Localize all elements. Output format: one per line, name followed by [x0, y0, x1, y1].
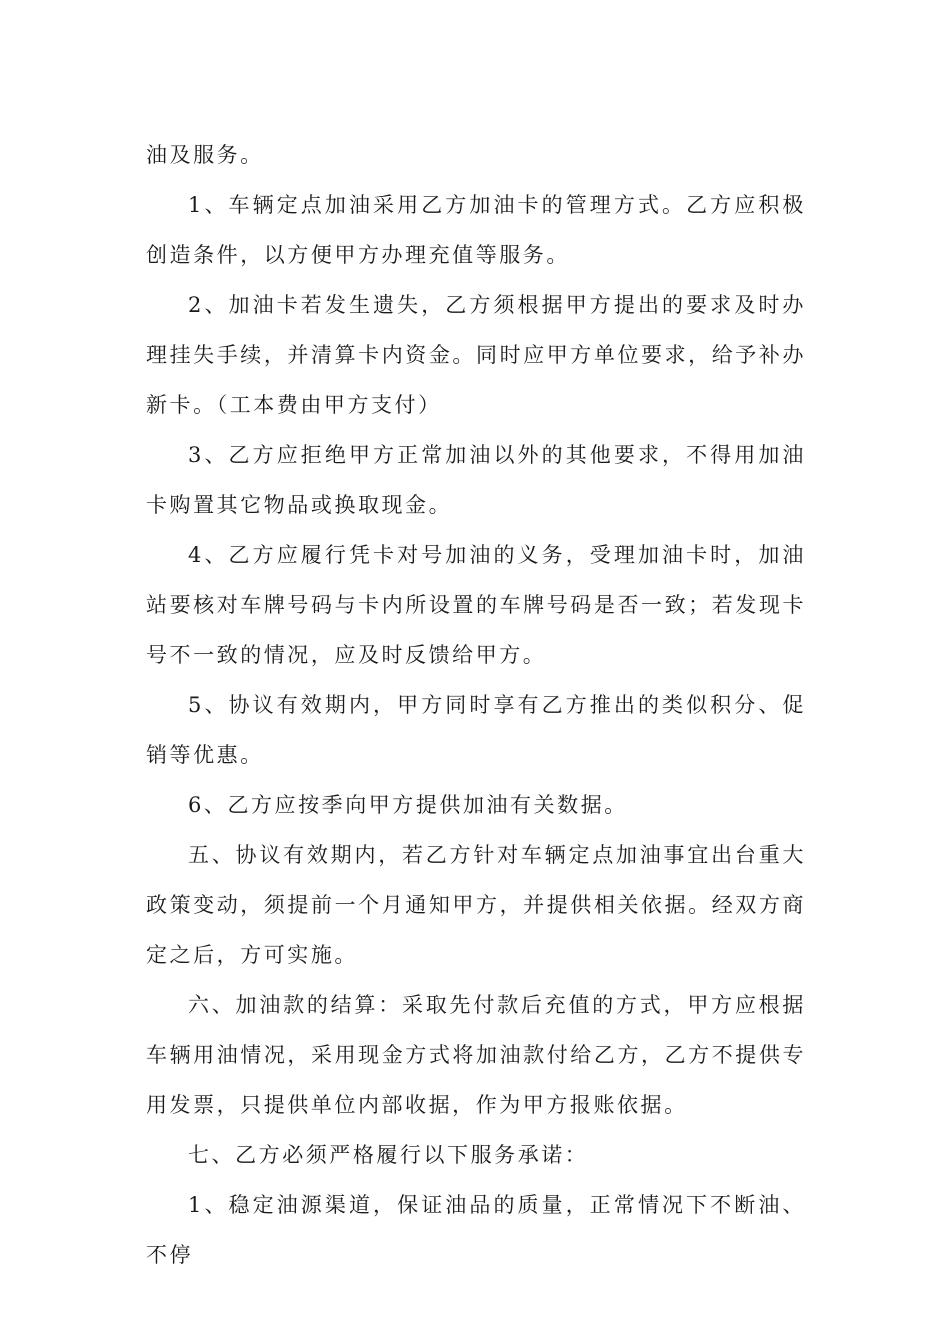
paragraph-10: 七、乙方必须严格履行以下服务承诺：: [188, 1143, 589, 1167]
paragraph-8: 五、协议有效期内，若乙方针对车辆定点加油事宜出台重大政策变动，须提前一个月通知甲方，并提供相关依据。经双方商定之后，方可实施。: [146, 843, 806, 967]
document-body: [146, 130, 806, 1280]
paragraph-4: 3、乙方应拒绝甲方正常加油以外的其他要求，不得用加油卡购置其它物品或换取现金。: [146, 443, 806, 517]
paragraph-5: 4、乙方应履行凭卡对号加油的义务，受理加油卡时，加油站要核对车牌号码与卡内所设置的车牌号码是否一致；若发现卡号不一致的情况，应及时反馈给甲方。: [146, 543, 806, 667]
paragraph-11: 1、稳定油源渠道，保证油品的质量，正常情况下不断油、不停: [146, 1193, 806, 1267]
paragraph-1: 油及服务。: [146, 143, 264, 167]
paragraph-7: 6、乙方应按季向甲方提供加油有关数据。: [188, 793, 628, 817]
paragraph-9: 六、加油款的结算：采取先付款后充值的方式，甲方应根据车辆用油情况，采用现金方式将加油款付给乙方，乙方不提供专用发票，只提供单位内部收据，作为甲方报账依据。: [146, 993, 806, 1117]
paragraph-2: 1、车辆定点加油采用乙方加油卡的管理方式。乙方应积极创造条件，以方便甲方办理充值等服务。: [146, 193, 806, 267]
paragraph-6: 5、协议有效期内，甲方同时享有乙方推出的类似积分、促销等优惠。: [146, 693, 806, 767]
paragraph-3: 2、加油卡若发生遗失，乙方须根据甲方提出的要求及时办理挂失手续，并清算卡内资金。同时应甲方单位要求，给予补办新卡。（工本费由甲方支付）: [146, 293, 806, 417]
